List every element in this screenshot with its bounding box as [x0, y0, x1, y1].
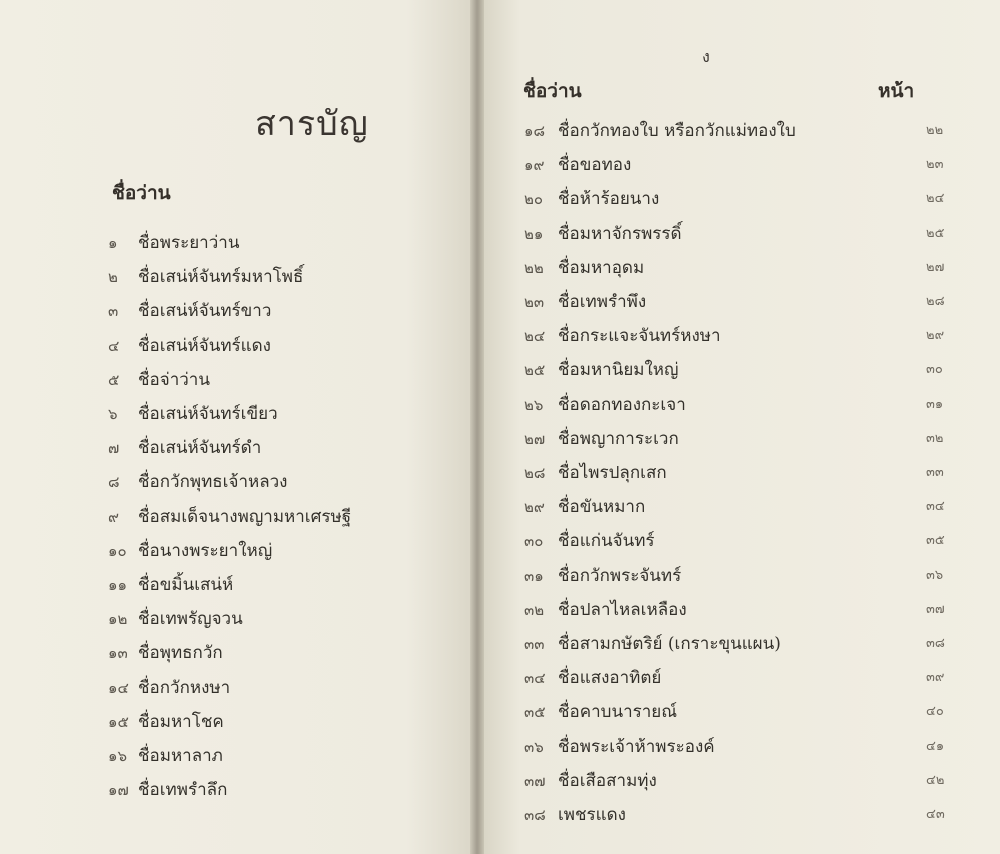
entry-name: ชื่อดอกทองกะเจา	[558, 394, 686, 415]
entry-page-number: ๓๐	[926, 362, 943, 378]
toc-entry	[108, 570, 448, 600]
entry-number: ๑๓	[108, 644, 128, 663]
entry-number: ๗	[108, 439, 120, 458]
entry-name: ชื่อจ่าว่าน	[138, 369, 210, 390]
entry-name: ชื่อเทพรำพึง	[558, 292, 647, 312]
entry-number: ๒๕	[524, 361, 546, 380]
entry-name: ชื่อมหานิยมใหญ่	[558, 360, 679, 381]
entry-page-number: ๓๔	[926, 499, 945, 515]
entry-name: ชื่อมหาลาภ	[138, 746, 223, 766]
entry-number: ๑๘	[524, 122, 546, 140]
toc-entry	[108, 741, 448, 771]
entry-number: ๒๓	[524, 293, 545, 311]
toc-entry	[524, 287, 984, 317]
toc-entry	[108, 638, 448, 668]
toc-entry	[108, 536, 448, 566]
entry-number: ๑๒	[108, 610, 128, 629]
entry-name: เพชรแดง	[558, 805, 626, 825]
toc-entry	[524, 458, 984, 488]
toc-entry	[524, 492, 984, 522]
entry-name: ชื่อกวักพระจันทร์	[558, 565, 682, 586]
toc-entry	[108, 228, 448, 258]
entry-page-number: ๓๙	[926, 670, 945, 686]
entry-page-number: ๒๓	[926, 157, 944, 173]
entry-number: ๓๓	[524, 635, 545, 653]
entry-name: ชื่อนางพระยาใหญ่	[138, 540, 273, 561]
entry-name: ชื่อกระแจะจันทร์หงษา	[558, 326, 721, 347]
entry-number: ๓	[108, 302, 119, 321]
toc-entry	[524, 595, 984, 625]
entry-number: ๒๖	[524, 395, 544, 414]
entry-name: ชื่อห้าร้อยนาง	[558, 189, 660, 210]
entry-page-number: ๒๙	[926, 328, 945, 344]
toc-entry	[108, 365, 448, 395]
toc-entry	[524, 390, 984, 420]
page-number-letter: ง	[702, 47, 710, 66]
entry-page-number: ๒๘	[926, 294, 945, 309]
entry-number: ๒๙	[524, 498, 545, 517]
entry-name: ชื่อขมิ้นเสน่ห์	[138, 575, 234, 595]
entry-number: ๔	[108, 336, 120, 355]
left-page	[0, 0, 478, 854]
entry-number: ๓๔	[524, 669, 546, 688]
book-gutter	[470, 0, 484, 854]
column-header-name-right: ชื่อว่าน	[523, 80, 582, 102]
entry-name: ชื่อเทพรัญจวน	[138, 609, 243, 630]
toc-entry	[108, 467, 448, 497]
entry-number: ๓๗	[524, 771, 546, 790]
entry-page-number: ๓๕	[926, 533, 945, 549]
toc-entry	[524, 321, 984, 351]
entry-name: ชื่อพญาการะเวก	[558, 428, 679, 449]
entry-number: ๑๐	[108, 541, 127, 560]
entry-name: ชื่อเสน่ห์จันทร์แดง	[138, 335, 271, 356]
entry-number: ๑๖	[108, 747, 128, 765]
page-title: สารบัญ	[255, 104, 369, 144]
entry-number: ๓๖	[524, 737, 544, 756]
entry-name: ชื่อมหาโชค	[138, 711, 224, 732]
entry-number: ๓๕	[524, 703, 546, 722]
toc-entry	[524, 629, 984, 659]
entry-name: ชื่อเสน่ห์จันทร์ขาว	[138, 301, 272, 322]
entry-number: ๒๐	[524, 190, 544, 209]
entry-name: ชื่อขันหมาก	[558, 497, 646, 518]
toc-entry	[524, 116, 984, 146]
entry-number: ๒๔	[524, 327, 546, 346]
toc-entry	[524, 800, 984, 830]
column-header-name: ชื่อว่าน	[112, 182, 171, 204]
entry-name: ชื่อไพรปลุกเสก	[558, 463, 667, 483]
toc-entry	[108, 296, 448, 326]
toc-entry	[108, 262, 448, 292]
entry-name: ชื่อสมเด็จนางพญามหาเศรษฐี	[138, 506, 352, 527]
entry-number: ๒๘	[524, 464, 546, 482]
entry-name: ชื่อปลาไหลเหลือง	[558, 599, 687, 620]
entry-name: ชื่อคาบนารายณ์	[558, 702, 678, 723]
entry-page-number: ๒๗	[926, 259, 945, 275]
toc-entry	[524, 150, 984, 180]
entry-number: ๓๑	[524, 566, 544, 585]
entry-name: ชื่อแก่นจันทร์	[558, 531, 655, 552]
entry-number: ๒๗	[524, 429, 546, 448]
toc-entry	[108, 433, 448, 463]
entry-page-number: ๔๒	[926, 772, 945, 788]
entry-number: ๒	[108, 268, 118, 287]
entry-number: ๘	[108, 473, 120, 492]
entry-number: ๓๘	[524, 806, 546, 824]
toc-entry	[108, 707, 448, 737]
entry-number: ๙	[108, 507, 119, 526]
entry-page-number: ๓๗	[926, 601, 945, 617]
toc-entry	[524, 697, 984, 727]
entry-page-number: ๓๖	[926, 567, 944, 583]
toc-entry	[524, 219, 984, 249]
entry-page-number: ๓๑	[926, 396, 944, 412]
entry-name: ชื่อกวักหงษา	[138, 677, 231, 698]
entry-number: ๒๑	[524, 224, 544, 243]
toc-entry	[108, 399, 448, 429]
entry-name: ชื่อกวักทองใบ หรือกวักแม่ทองใบ	[558, 121, 796, 141]
entry-page-number: ๓๓	[926, 465, 944, 480]
toc-entry	[524, 526, 984, 556]
entry-number: ๑๔	[108, 678, 129, 697]
entry-name: ชื่อเสือสามทุ่ง	[558, 770, 657, 791]
entry-page-number: ๓๒	[926, 430, 944, 446]
toc-entry	[108, 604, 448, 634]
entry-name: ชื่อเสน่ห์จันทร์เขียว	[138, 404, 278, 424]
toc-entry	[108, 502, 448, 532]
entry-page-number: ๒๕	[926, 225, 945, 241]
toc-entry	[108, 673, 448, 703]
entry-name: ชื่อเสน่ห์จันทร์ดำ	[138, 438, 262, 459]
toc-entry	[524, 253, 984, 283]
entry-name: ชื่อเสน่ห์จันทร์มหาโพธิ์	[138, 267, 304, 288]
column-header-page: หน้า	[878, 80, 915, 102]
entry-number: ๓๒	[524, 600, 545, 619]
entry-number: ๑๗	[108, 781, 129, 800]
toc-entry	[524, 766, 984, 796]
entry-number: ๑	[108, 234, 118, 252]
entry-number: ๕	[108, 370, 120, 389]
entry-name: ชื่อกวักพุทธเจ้าหลวง	[138, 472, 288, 493]
toc-entry	[524, 355, 984, 385]
entry-number: ๑๙	[524, 156, 545, 175]
entry-name: ชื่อพระเจ้าห้าพระองค์	[558, 736, 715, 757]
entry-name: ชื่อมหาอุดม	[558, 257, 645, 278]
entry-page-number: ๔๑	[926, 738, 945, 754]
entry-name: ชื่อขอทอง	[558, 155, 632, 176]
entry-number: ๑๑	[108, 576, 128, 594]
entry-page-number: ๔๐	[926, 704, 944, 720]
entry-page-number: ๒๔	[926, 191, 945, 207]
entry-name: ชื่อพระยาว่าน	[138, 233, 240, 253]
toc-entry	[524, 732, 984, 762]
entry-number: ๑๕	[108, 712, 129, 731]
entry-name: ชื่อสามกษัตริย์ (เกราะขุนแผน)	[558, 634, 781, 654]
entry-number: ๒๒	[524, 258, 544, 277]
toc-entry	[524, 424, 984, 454]
entry-number: ๓๐	[524, 532, 544, 551]
right-page	[478, 0, 1000, 854]
entry-page-number: ๓๘	[926, 636, 945, 651]
entry-page-number: ๒๒	[926, 123, 944, 138]
entry-number: ๖	[108, 405, 118, 423]
entry-name: ชื่อแสงอาทิตย์	[558, 668, 662, 689]
toc-entry	[524, 561, 984, 591]
toc-entry	[108, 775, 448, 805]
entry-name: ชื่อพุทธกวัก	[138, 643, 223, 664]
entry-page-number: ๔๓	[926, 807, 945, 822]
toc-entry	[108, 331, 448, 361]
toc-entry	[524, 184, 984, 214]
entry-name: ชื่อมหาจักรพรรดิ์	[558, 223, 682, 244]
toc-entry	[524, 663, 984, 693]
entry-name: ชื่อเทพรำลึก	[138, 780, 228, 801]
